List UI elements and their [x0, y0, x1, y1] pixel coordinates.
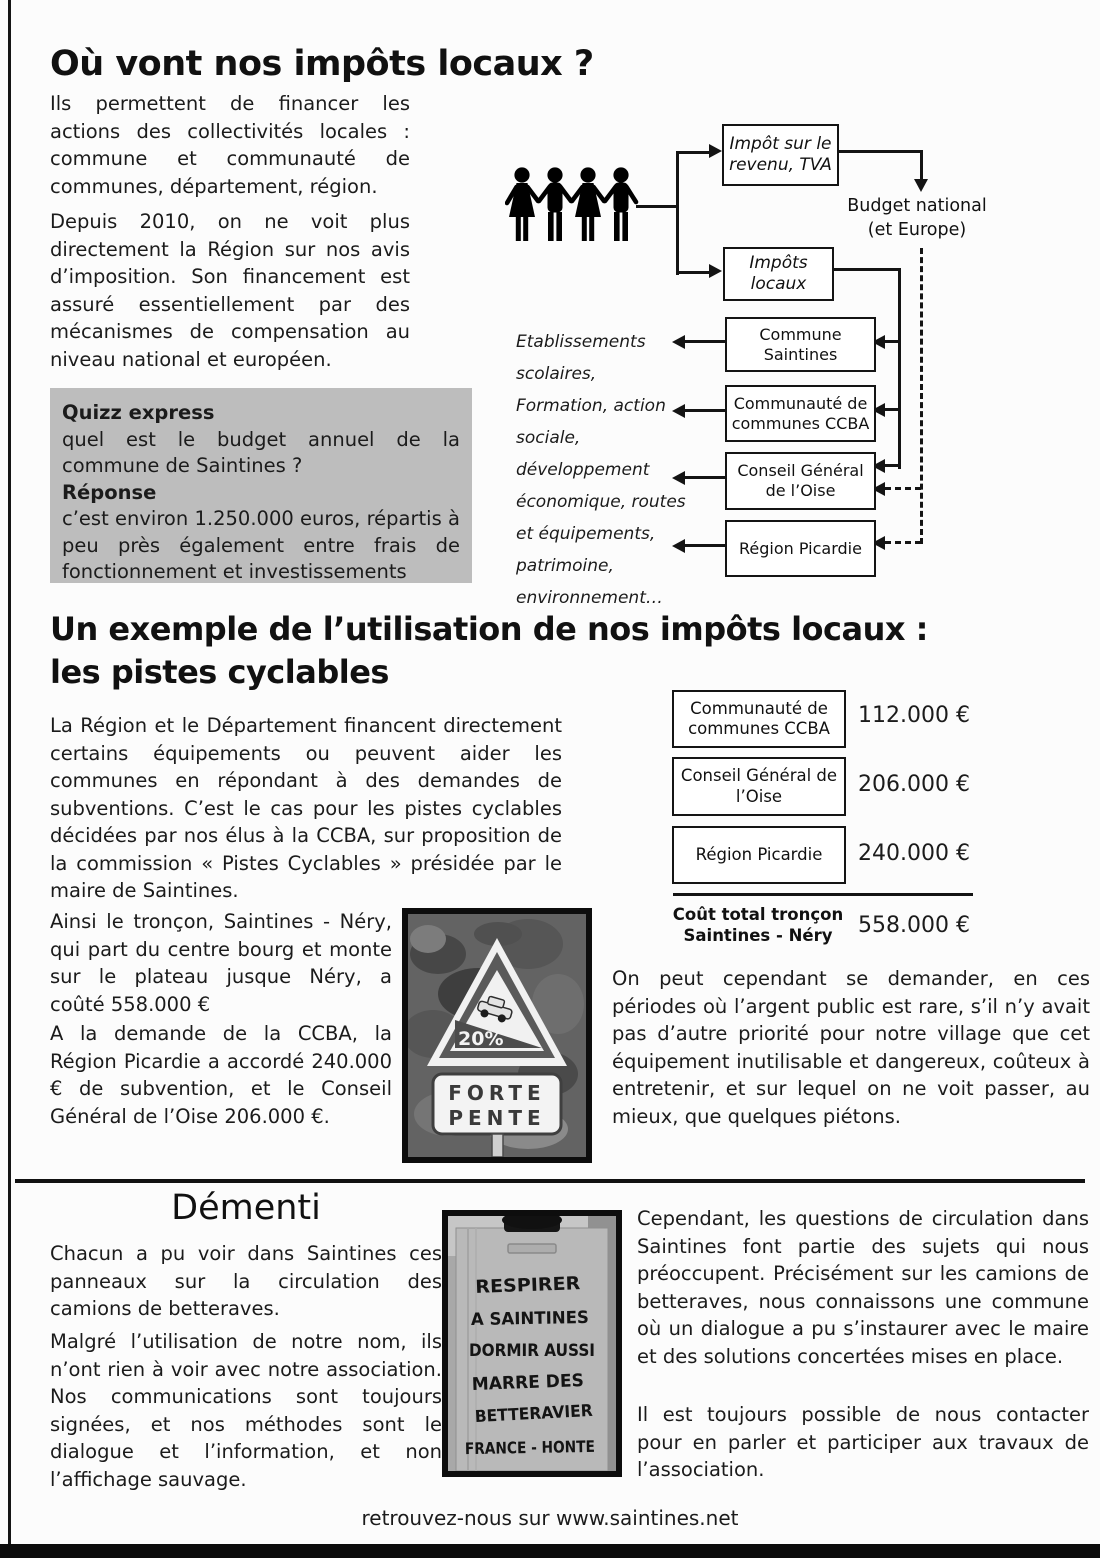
- arrowhead-to-local: [709, 264, 722, 278]
- placard-line-4: MARRE DES: [471, 1370, 588, 1395]
- funding-box-region: Région Picardie: [672, 826, 846, 884]
- funding-box-ccba: Communauté de communes CCBA: [672, 690, 846, 748]
- line-people-branch: [636, 205, 678, 208]
- funding-total-amount: 558.000 €: [858, 913, 970, 938]
- slope-sign-photo: [402, 908, 592, 1163]
- footer-site-link: retrouvez-nous sur www.saintines.net: [361, 1506, 739, 1530]
- funding-amount-ccba: 112.000 €: [858, 703, 970, 728]
- arrowhead-to-income: [709, 144, 722, 158]
- people-group-icon: [505, 166, 640, 254]
- section1-para1: Ils permettent de financer les actions des collectivités locales : commune et communauté de communes, département, région.: [50, 92, 410, 198]
- placard-line-5: BETTERAVIER: [474, 1400, 601, 1427]
- placard-line-1: RESPIRER: [474, 1273, 575, 1298]
- budget-national-label: Budget national (et Europe): [847, 196, 987, 240]
- section1-title: Où vont nos impôts locaux ?: [50, 44, 594, 84]
- funding-total-rule: [673, 893, 973, 896]
- quiz-box: [50, 388, 472, 583]
- line-branch-vertical: [676, 151, 679, 275]
- funding-amount-conseil: 206.000 €: [858, 772, 970, 797]
- forte-label: FORTE: [448, 1081, 546, 1105]
- diagram-box-region: Région Picardie: [725, 520, 876, 577]
- line-income-budget-v: [920, 150, 923, 180]
- line-income-budget-h: [835, 150, 923, 153]
- line-services-4: [684, 544, 725, 547]
- slope-sign-illustration: [408, 914, 586, 1157]
- placard-illustration: [448, 1216, 616, 1471]
- pente-label: PENTE: [448, 1106, 546, 1130]
- section3-right-para1: Cependant, les questions de circulation dans Saintines font partie des sujets qui nous préoccupent. Précisément sur les camions de betteraves, nous connaissons une commune où un dialogue a pu s’instaurer avec le maire et des solutions concertées mises en place.: [637, 1207, 1089, 1368]
- quiz-title: Quizz express: [62, 401, 215, 424]
- section3-right-para2: Il est toujours possible de nous contacter pour en parler et participer aux travaux de l’association.: [637, 1403, 1089, 1481]
- line-services-2: [684, 409, 725, 412]
- line-into-ccba: [884, 408, 900, 411]
- line-into-conseil: [884, 464, 900, 467]
- line-services-1: [684, 340, 725, 343]
- section2-para2: Ainsi le tronçon, Saintines - Néry, qui part du centre bourg et monte sur le plateau jusque Néry, a coûté 558.000 €: [50, 910, 392, 1016]
- section2-title: Un exemple de l’utilisation de nos impôts locaux : les pistes cyclables: [50, 610, 928, 691]
- section1-para2: Depuis 2010, on ne voit plus directement la Région sur nos avis d’imposition. Son financement est assuré essentiellement par des mécanismes de compensation au niveau national et européen.: [50, 210, 410, 371]
- placard-line-3: DORMIR AUSSI: [469, 1341, 595, 1361]
- section2-para3: A la demande de la CCBA, la Région Picardie a accordé 240.000 € de subvention, et le Conseil Général de l’Oise 206.000 €.: [50, 1022, 392, 1128]
- dashed-into-conseil: [885, 487, 921, 490]
- line-local-out: [830, 268, 901, 271]
- section3-left-para2: Malgré l’utilisation de notre nom, ils n’ont rien à voir avec notre association. Nos communications sont toujours signées, et nos méthodes sont le dialogue et l’information, et non l’affichage sauvage.: [50, 1330, 442, 1491]
- diagram-box-commune: Commune Saintines: [725, 317, 876, 372]
- funding-total-label: Coût total tronçon Saintines - Néry: [672, 905, 844, 945]
- line-into-commune: [884, 340, 900, 343]
- diagram-box-local-tax: Impôts locaux: [723, 247, 834, 301]
- slope-percent-label: 20%: [458, 1028, 504, 1050]
- quiz-answer-label: Réponse: [62, 480, 157, 504]
- quiz-question: quel est le budget annuel de la commune de Saintines ?: [62, 427, 460, 477]
- services-list: Etablissements scolaires, Formation, action sociale, développement économique, routes et équipements, patrimoine, environnement…: [516, 332, 686, 608]
- line-to-income: [676, 151, 710, 154]
- funding-box-conseil: Conseil Général de l’Oise: [672, 757, 846, 816]
- quiz-answer: c’est environ 1.250.000 euros, répartis à peu près également entre frais de fonctionnement et investissements: [62, 507, 460, 583]
- placard-line-2: A SAINTINES: [470, 1307, 593, 1331]
- section2-para4: On peut cependant se demander, en ces périodes où l’argent public est rare, s’il n’y avait pas d’autre priorité pour notre village que cet équipement inutilisable et dangereux, coûteux à entretenir, et sur lequel on ne voit passer, au mieux, que quelques piétons.: [612, 967, 1090, 1128]
- funding-amount-region: 240.000 €: [858, 841, 970, 866]
- section3-title: Démenti: [171, 1188, 321, 1228]
- dashed-budget-vertical: [920, 248, 923, 544]
- line-services-3: [684, 476, 725, 479]
- diagram-box-income-tax: Impôt sur le revenu, TVA: [722, 124, 839, 186]
- arrowhead-to-budget: [914, 179, 928, 192]
- placard-line-6: FRANCE - HONTE: [464, 1436, 616, 1459]
- line-to-local: [676, 271, 710, 274]
- diagram-box-ccba: Communauté de communes CCBA: [725, 385, 876, 442]
- dashed-into-region: [885, 541, 921, 544]
- page-bottom-bar: [0, 1544, 1100, 1558]
- page-left-border: [8, 0, 11, 1558]
- diagram-box-conseil: Conseil Général de l’Oise: [725, 452, 876, 510]
- section-divider-line: [15, 1179, 1085, 1183]
- placard-photo: [442, 1210, 622, 1477]
- section2-para1: La Région et le Département financent directement certains équipements ou peuvent aider les communes en répondant à des demandes de subventions. C’est le cas pour les pistes cyclables décidées par nos élus à la CCBA, sur proposition de la commission « Pistes Cyclables » présidée par le maire de Saintines.: [50, 714, 562, 902]
- line-local-vertical: [898, 268, 901, 469]
- section3-left-para1: Chacun a pu voir dans Saintines ces panneaux sur la circulation des camions de betteraves.: [50, 1242, 442, 1320]
